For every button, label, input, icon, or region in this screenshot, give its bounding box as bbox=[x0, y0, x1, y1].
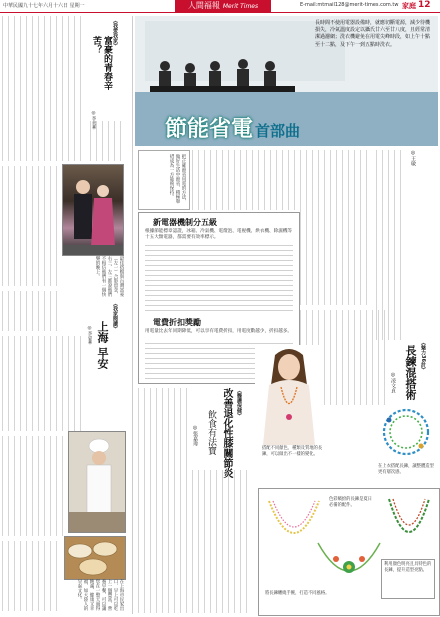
left-bottom-text-2 bbox=[2, 541, 60, 611]
feature-title bbox=[165, 112, 300, 140]
feature-title-main: 節能省電 bbox=[165, 117, 254, 142]
middle-author: ◎張嘉瑋 bbox=[192, 425, 198, 446]
middle-text-1 bbox=[138, 388, 190, 613]
left-mid-text-1 bbox=[2, 166, 60, 286]
left-mid-text-2 bbox=[2, 291, 60, 331]
feature-photo-caption-box bbox=[138, 150, 190, 210]
info-box-body-2: 用電量比去年同期降低，可以享有電費折扣，用電度數越少，折扣越多。 bbox=[145, 329, 293, 334]
necklace-hand-caption: 在上衣搭配長鍊，讓整體造型更有層次感。 bbox=[378, 464, 434, 475]
issue-date: 中華民國九十七年六月十六日 星期一 bbox=[3, 3, 85, 9]
middle-subtitle: 飲食有法寶 bbox=[206, 410, 216, 455]
chef-figure bbox=[69, 432, 125, 532]
feature-text-3 bbox=[300, 210, 372, 305]
model-photo bbox=[255, 345, 323, 445]
left-top-text bbox=[2, 16, 86, 161]
necklace-gallery bbox=[258, 488, 440, 616]
couple-figures bbox=[63, 165, 123, 255]
left-mid-tag: 《我家閱讀》 bbox=[112, 301, 118, 331]
dumpling-baskets bbox=[65, 537, 125, 579]
newspaper-logo bbox=[175, 0, 271, 12]
feature-text bbox=[192, 150, 372, 210]
right-tag: 《魅力36計》 bbox=[420, 340, 426, 372]
header-rule bbox=[0, 12, 440, 13]
feature-photo-caption: 把正確節省用電的方法，做好生活中節省，積極舉措成為一方能夠保持。 bbox=[169, 154, 186, 204]
middle-tag: 《醫護保健》 bbox=[236, 388, 242, 418]
feature-intro-box bbox=[315, 20, 433, 115]
left-top-tag: 《我愛我家》 bbox=[112, 18, 118, 48]
couple-photo-caption: 最佳搭檔與台灣富豪（左一）合影留念，右三、左三都說他們不相信他們有一個快樂的晚上。 bbox=[95, 256, 124, 297]
right-title: 長鍊混搭術 bbox=[404, 345, 417, 400]
left-column bbox=[2, 16, 130, 614]
left-mid-text-3 bbox=[2, 336, 82, 431]
left-top-author: ◎李美華 bbox=[91, 111, 96, 130]
necklace-gallery-caption-3: 將長鍊纏繞手腕，打造不同風格。 bbox=[265, 591, 330, 596]
left-top-text-2 bbox=[90, 121, 126, 161]
necklace-gallery-caption-1: 色彩繽紛的長鍊是夏日必備的配件。 bbox=[329, 497, 372, 508]
chef-photo bbox=[68, 431, 126, 533]
right-author: ◎凌文貞 bbox=[390, 372, 396, 393]
feature-author: ◎王敏 bbox=[410, 150, 416, 166]
info-box-title-1: 新電器機制分五級 bbox=[153, 217, 217, 227]
section-name: 家庭 bbox=[402, 2, 416, 10]
model-figure bbox=[255, 345, 323, 445]
left-bottom-text bbox=[2, 436, 64, 536]
left-mid-author: ◎李姿華 bbox=[87, 326, 92, 345]
info-box-title-2: 電費折扣獎勵 bbox=[153, 317, 201, 327]
info-box-text-1 bbox=[145, 245, 293, 313]
feature-intro: 長時間不使用電器設備時，就應切斷電源，減少待機損失，冷氣溫度設定以攝氏廿六至廿八度，且經常清潔過濾網；洗衣機避免在用電尖峰時段，如上午十點至十二點，及下午一到五點時洗衣。 bbox=[315, 20, 431, 48]
beaded-necklace-2 bbox=[383, 495, 435, 555]
model-photo-caption: 搭配不同顏色、種類及質地的長鍊，可以做出不一樣的變化。 bbox=[262, 446, 323, 457]
couple-photo bbox=[62, 164, 124, 256]
left-mid-title: 上海 早安 bbox=[96, 321, 109, 369]
logo-text: 人間福報 bbox=[187, 1, 220, 10]
necklace-gallery-caption-2: 利用顏色明亮且具特色的長鍊，提升造型亮點。 bbox=[381, 559, 435, 599]
necklace-hand-photo bbox=[375, 402, 437, 464]
dumplings-photo-caption: 在上海市民家出口，早上可以吃上一個豐富、營養早餐，可以讓您在一整天過得飽滿、健康又幸福，如大陸人的早起文化。 bbox=[77, 579, 124, 611]
logo-subtext: Merit Times bbox=[222, 3, 259, 10]
left-top-title: 富豪的青春辛苦？ bbox=[91, 36, 112, 90]
middle-text-2 bbox=[192, 470, 252, 613]
feature-title-sub: 首部曲 bbox=[255, 122, 301, 140]
page-number: 12 bbox=[418, 0, 431, 10]
necklace-beads bbox=[375, 402, 437, 464]
column-divider bbox=[132, 16, 133, 614]
contact-email: E-mail:mtmail128@merit-times.com.tw bbox=[300, 2, 399, 8]
flower-necklace bbox=[314, 539, 384, 589]
info-box-body-1: 根據節能標章認證，冰箱、冷氣機、電燈泡、電視機、烘衣機、除濕機等十五大類電器，都需要有效率標示。 bbox=[145, 229, 293, 241]
middle-title: 改善退化性膝關節炎 bbox=[221, 388, 232, 478]
dumplings-photo bbox=[64, 536, 126, 580]
